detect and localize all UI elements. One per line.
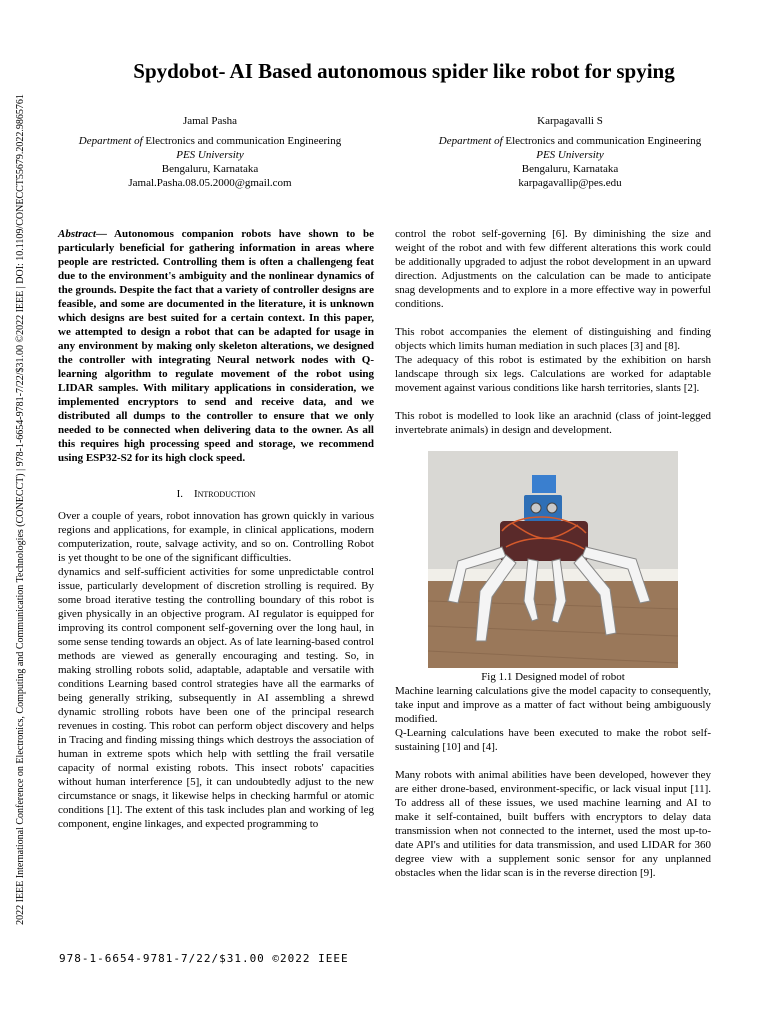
author-city: Bengaluru, Karnataka <box>161 163 259 175</box>
dept-name: Electronics and communication Engineering <box>502 135 702 147</box>
author-department <box>45 134 375 148</box>
section-number: I. <box>176 488 183 500</box>
paper-title: Spydobot- AI Based autonomous spider like robot for spying <box>133 59 675 83</box>
author-university <box>405 148 735 162</box>
author-name: Karpagavalli S <box>537 115 603 127</box>
author-email: Jamal.Pasha.08.05.2000@gmail.com <box>128 177 292 189</box>
university-name: PES University <box>536 149 604 161</box>
author-city: Bengaluru, Karnataka <box>521 163 619 175</box>
dept-name: Electronics and communication Engineering <box>142 135 342 147</box>
side-note-text: 2022 IEEE International Conference on Electronics, Computing and Communication Technologies (CONECCT) | 978-1-6654-9781-7/22/$31.00 ©2022 IEEE | DOI: 10.1109/CONECCT55679.2022.9865761 <box>14 93 26 925</box>
robot-photo <box>428 451 678 668</box>
author-block-1 <box>45 114 375 190</box>
footer-copyright: 978-1-6654-9781-7/22/$31.00 ©2022 IEEE <box>59 952 349 965</box>
body-paragraph: Many robots with animal abilities have been developed, however they are either drone-based, environment-specific, or lack visual input [11]. To address all of these issues, we used machine learning and AI to make it self-contained, built buffers with encryptors to delay data transmission when not connected to the internet, used the most up-to-date API's and utilities for data transmission, and used LIDAR for 360 degree view with a supplement sonic sensor for any unplanned obstacles when the lidar scan is in the reverse direction [9]. <box>395 769 711 879</box>
dept-prefix: Department of <box>438 135 503 147</box>
side-note <box>0 93 40 925</box>
section-title: Introduction <box>193 488 256 500</box>
body-paragraph: This robot is modelled to look like an arachnid (class of joint-legged invertebrate animals) in design and development. <box>395 410 711 436</box>
section-heading <box>58 487 374 501</box>
body-paragraph: Machine learning calculations give the model capacity to consequently, take input and improve as a matter of fact without being ambiguously modified. <box>395 685 711 725</box>
left-column <box>58 227 374 831</box>
body-paragraph: This robot accompanies the element of distinguishing and finding objects which limits human mediation in such places [3] and [8]. <box>395 326 711 352</box>
author-email: karpagavallip@pes.edu <box>518 177 622 189</box>
university-name: PES University <box>176 149 244 161</box>
figure <box>428 451 678 684</box>
author-block-2 <box>405 114 735 190</box>
abstract-lead: Abstract <box>58 228 96 240</box>
author-department <box>405 134 735 148</box>
dept-prefix: Department of <box>78 135 143 147</box>
right-column <box>395 227 711 880</box>
abstract <box>58 227 374 465</box>
intro-paragraph: dynamics and self-sufficient activities for some unpredictable control issue, particularly development of discretion strolling is required. By some broad iterative testing the controlling boundary of this robot is given physically in an objective program. AI regulator is equipped for improving its control component self-governing over the long haul, in some sense tending towards an object. As of late learning-based control methods are viewed as generally encouraging and testing. So, in making strolling robots solid, adaptable, adaptable and versatile with conditions Learning based control strategies have all the earmarks of being generally striking, subsequently in AI assembling a shrewd dynamic strolling robots have been one of the principal research revenues in costing. This robot can perform object discovery and helps in Tracing and finding missing things which destroys the association of human in extreme spots which help with settling the frail versatile capacity of normal existing robots. This insect robots' capacities without human interference [5], it can undoubtedly adjust to the new circumstance or snags, it likewise helps in checking harmful or atomic conditions [1]. The extent of this task includes plan and working of leg component, engine linkages, and expected programming to <box>58 566 374 830</box>
abstract-text: — Autonomous companion robots have shown to be particularly beneficial for gathering information in areas where people are restricted. Controlling them is often a challengeng feat due to the environment's ambiguity and the nonlinear dynamics of the grounds. Despite the fact that a variety of controller designs are feasible, and some are documented in the literature, it is unknown which designs are best suited for a certain context. In this paper, we attempted to design a robot that can be adapted for usage in any environment by making only skeleton alterations, we designed the controller with integrating Neural network nodes with Q-learning algorithm to regulate movement of the robot using LIDAR samples. With military applications in consideration, we implemented encryptors to send and receive data, and we distributed all dumps to the controller to ensure that we only needed to be connected when delivering data to the owner. As all this requires high processing speed and storage, we recommend using ESP32-S2 for its high clock speed. <box>58 228 374 464</box>
author-university <box>45 148 375 162</box>
body-paragraph: Q-Learning calculations have been executed to make the robot self-sustaining [10] and [4]. <box>395 727 711 753</box>
robot-sensor <box>532 475 556 493</box>
author-name: Jamal Pasha <box>182 115 238 127</box>
body-paragraph: The adequacy of this robot is estimated by the exhibition on harsh landscape through six legs. Calculations are worked for adaptable movement against various conditions like harsh territories, slants [2]. <box>395 354 711 394</box>
intro-paragraph: Over a couple of years, robot innovation has grown quickly in various regions and applications, for example, in clinical applications, modern computerization, route, salvage activity, and so on. Controlling Robot is yet thought to be one of the significant difficulties. <box>58 510 374 564</box>
body-paragraph: control the robot self-governing [6]. By diminishing the size and weight of the robot and with few different alterations this work could be additionally upgraded to adjust the robot development in an upward direction. Adjustments on the calculation can be made to anticipate snag developments and to explore in a more effective way in powerful conditions. <box>395 228 711 310</box>
figure-caption: Fig 1.1 Designed model of robot <box>481 671 625 683</box>
